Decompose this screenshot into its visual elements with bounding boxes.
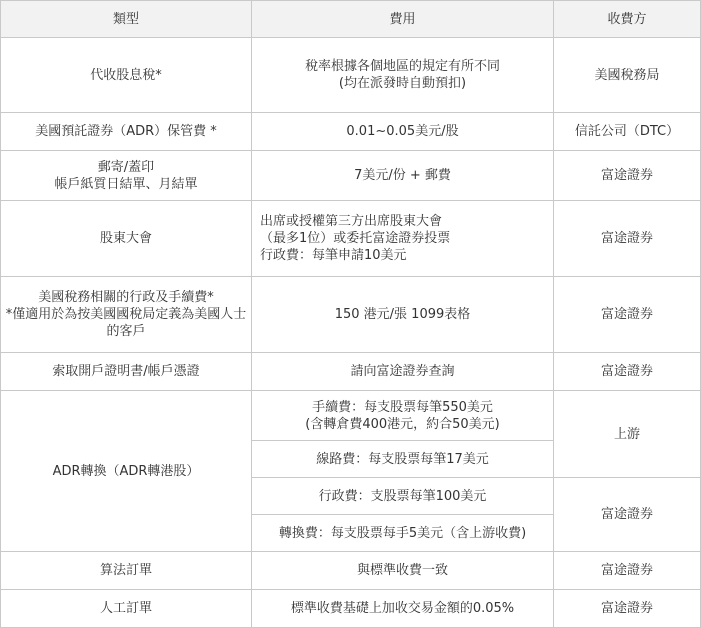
cell-type: 股東大會 — [1, 201, 252, 277]
cell-collector: 信託公司（DTC） — [554, 113, 701, 151]
cell-type: 郵寄/蓋印 帳戶紙質日結單、月結單 — [1, 151, 252, 201]
cell-fee: 行政費：支股票每筆100美元 — [252, 478, 554, 515]
cell-fee: 請向富途證券查詢 — [252, 353, 554, 391]
table-row-postage — [1, 151, 701, 201]
table-row-account-proof — [1, 353, 701, 391]
cell-collector: 美國稅務局 — [554, 38, 701, 113]
cell-collector: 上游 — [554, 391, 701, 478]
table-row-shareholder-meeting — [1, 201, 701, 277]
table-row-adr-handling — [1, 391, 701, 441]
cell-collector: 富途證券 — [554, 478, 701, 552]
cell-collector: 富途證券 — [554, 277, 701, 353]
cell-type: 索取開戶證明書/帳戶憑證 — [1, 353, 252, 391]
cell-type: 美國預託證券（ADR）保管費 * — [1, 113, 252, 151]
cell-collector: 富途證券 — [554, 353, 701, 391]
table-row-manual-order — [1, 590, 701, 628]
table-row-us-tax-admin — [1, 277, 701, 353]
cell-fee: 0.01~0.05美元/股 — [252, 113, 554, 151]
cell-fee: 手續費：每支股票每筆550美元 (含轉倉費400港元，約合50美元) — [252, 391, 554, 441]
cell-collector: 富途證券 — [554, 201, 701, 277]
cell-fee: 與標準收費一致 — [252, 552, 554, 590]
cell-fee: 150 港元/張 1099表格 — [252, 277, 554, 353]
cell-fee: 線路費：每支股票每筆17美元 — [252, 441, 554, 478]
cell-fee: 標準收費基礎上加收交易金額的0.05% — [252, 590, 554, 628]
table-row-algo-order — [1, 552, 701, 590]
cell-type: 代收股息稅* — [1, 38, 252, 113]
header-row — [1, 1, 701, 38]
cell-type: 美國稅務相關的行政及手續費* *僅適用於為按美國國稅局定義為美國人士的客戶 — [1, 277, 252, 353]
cell-fee: 稅率根據各個地區的規定有所不同 (均在派發時自動預扣) — [252, 38, 554, 113]
table-row-dividend-tax — [1, 38, 701, 113]
cell-type: ADR轉換（ADR轉港股） — [1, 391, 252, 552]
cell-fee: 轉換費：每支股票每手5美元（含上游收費) — [252, 515, 554, 552]
header-collector: 收費方 — [554, 1, 701, 38]
cell-fee: 7美元/份 + 郵費 — [252, 151, 554, 201]
cell-collector: 富途證券 — [554, 552, 701, 590]
cell-fee: 出席或授權第三方出席股東大會 （最多1位）或委托富途證券投票 行政費：每筆申請10美元 — [252, 201, 554, 277]
cell-type: 算法訂單 — [1, 552, 252, 590]
header-fee: 費用 — [252, 1, 554, 38]
cell-collector: 富途證券 — [554, 151, 701, 201]
table-row-adr-custody — [1, 113, 701, 151]
cell-collector: 富途證券 — [554, 590, 701, 628]
header-type: 類型 — [1, 1, 252, 38]
cell-type: 人工訂單 — [1, 590, 252, 628]
